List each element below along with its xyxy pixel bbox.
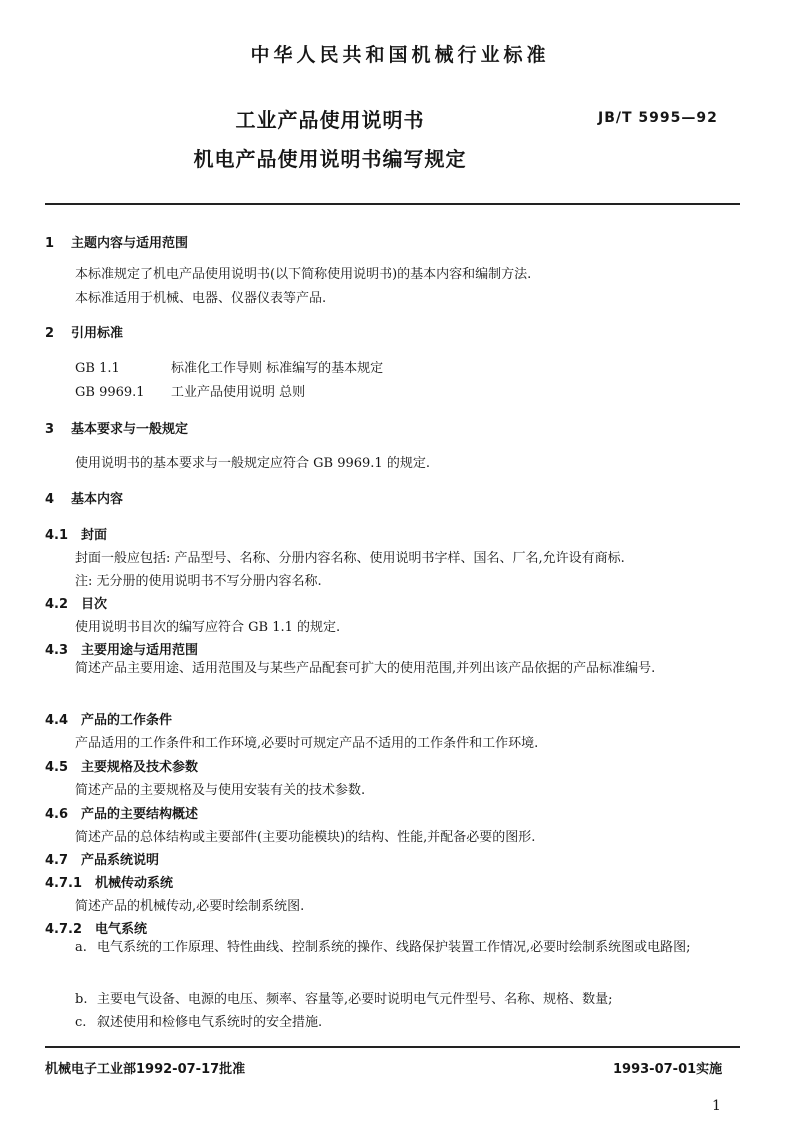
paragraph: 简述产品的总体结构或主要部件(主要功能模块)的结构、性能,并配备必要的图形. [75,830,536,845]
subsection-number: 4.7 [45,853,69,868]
subsection-title: 电气系统 [95,922,148,937]
subsection-title: 目次 [81,597,108,612]
subsection-4-1-heading [45,524,107,543]
subsection-4-7-heading [45,849,159,868]
list-marker: a. [75,940,87,955]
reference-code: GB 1.1 [75,361,120,376]
list-text: 主要电气设备、电源的电压、频率、容量等,必要时说明电气元件型号、名称、规格、数量; [97,992,613,1007]
paragraph: 简述产品的主要规格及与使用安装有关的技术参数. [75,783,366,798]
list-text: 叙述使用和检修电气系统时的安全措施. [97,1015,323,1030]
section-title: 引用标准 [71,326,124,341]
subsection-title: 产品的主要结构概述 [81,807,199,822]
subsection-number: 4.3 [45,643,69,658]
subsection-title: 封面 [81,528,108,543]
list-item-a [45,936,715,959]
paragraph: 使用说明书的基本要求与一般规定应符合 GB 9969.1 的规定. [75,456,430,471]
subsection-title: 主要用途与适用范围 [81,643,199,658]
approval-date: 机械电子工业部1992-07-17批准 [45,1062,246,1077]
section-title: 主题内容与适用范围 [71,236,189,251]
reference-title: 工业产品使用说明 总则 [171,385,306,400]
list-text: 电气系统的工作原理、特性曲线、控制系统的操作、线路保护装置工作情况,必要时绘制系统图或电路图; [97,940,691,955]
paragraph: 本标准规定了机电产品使用说明书(以下简称使用说明书)的基本内容和编制方法. [75,267,532,282]
section-number: 3 [45,422,55,437]
subsection-4-6-heading [45,803,198,822]
subsection-title: 机械传动系统 [95,876,174,891]
subsection-number: 4.2 [45,597,69,612]
page-number: 1 [712,1098,721,1114]
paragraph: 产品适用的工作条件和工作环境,必要时可规定产品不适用的工作条件和工作环境. [75,736,539,751]
list-marker: c. [75,1015,87,1030]
paragraph: 本标准适用于机械、电器、仪器仪表等产品. [75,291,327,306]
section-1-heading [45,232,188,251]
section-3-heading [45,418,188,437]
list-item-b [75,988,613,1007]
subsection-number: 4.7.2 [45,922,83,937]
effective-date: 1993-07-01实施 [613,1062,723,1077]
footer-rule [45,1046,740,1048]
standard-code: JB/T 5995—92 [598,110,718,126]
section-title: 基本要求与一般规定 [71,422,189,437]
subsection-4-3-heading [45,639,198,658]
list-item-c [75,1011,322,1030]
subsection-4-4-heading [45,709,172,728]
subsection-title: 主要规格及技术参数 [81,760,199,775]
reference-item [75,381,305,400]
section-title: 基本内容 [71,492,124,507]
section-number: 4 [45,492,55,507]
reference-item [75,357,383,376]
paragraph: 简述产品的机械传动,必要时绘制系统图. [75,899,305,914]
standard-category-header: 中华人民共和国机械行业标准 [250,44,550,66]
subsection-number: 4.7.1 [45,876,83,891]
subsection-number: 4.5 [45,760,69,775]
subsection-4-7-2-heading [45,918,147,937]
subsection-number: 4.6 [45,807,69,822]
document-title-line1: 工业产品使用说明书 [235,108,425,132]
subsection-title: 产品系统说明 [81,853,160,868]
subsection-4-7-1-heading [45,872,173,891]
paragraph: 封面一般应包括: 产品型号、名称、分册内容名称、使用说明书字样、国名、厂名,允许设有商标. [75,551,625,566]
reference-title: 标准化工作导则 标准编写的基本规定 [171,361,384,376]
paragraph: 简述产品主要用途、适用范围及与某些产品配套可扩大的使用范围,并列出该产品依据的产品标准编号. [75,661,656,676]
list-marker: b. [75,992,88,1007]
note: 注: 无分册的使用说明书不写分册内容名称. [75,574,322,589]
section-number: 1 [45,236,55,251]
section-4-heading [45,488,123,507]
reference-code: GB 9969.1 [75,385,145,400]
document-title-line2: 机电产品使用说明书编写规定 [193,147,467,171]
subsection-4-2-heading [45,593,107,612]
paragraph: 使用说明书目次的编写应符合 GB 1.1 的规定. [75,620,341,635]
section-2-heading [45,322,123,341]
section-number: 2 [45,326,55,341]
subsection-number: 4.1 [45,528,69,543]
subsection-number: 4.4 [45,713,69,728]
subsection-title: 产品的工作条件 [81,713,173,728]
subsection-4-5-heading [45,756,198,775]
header-rule [45,203,740,205]
